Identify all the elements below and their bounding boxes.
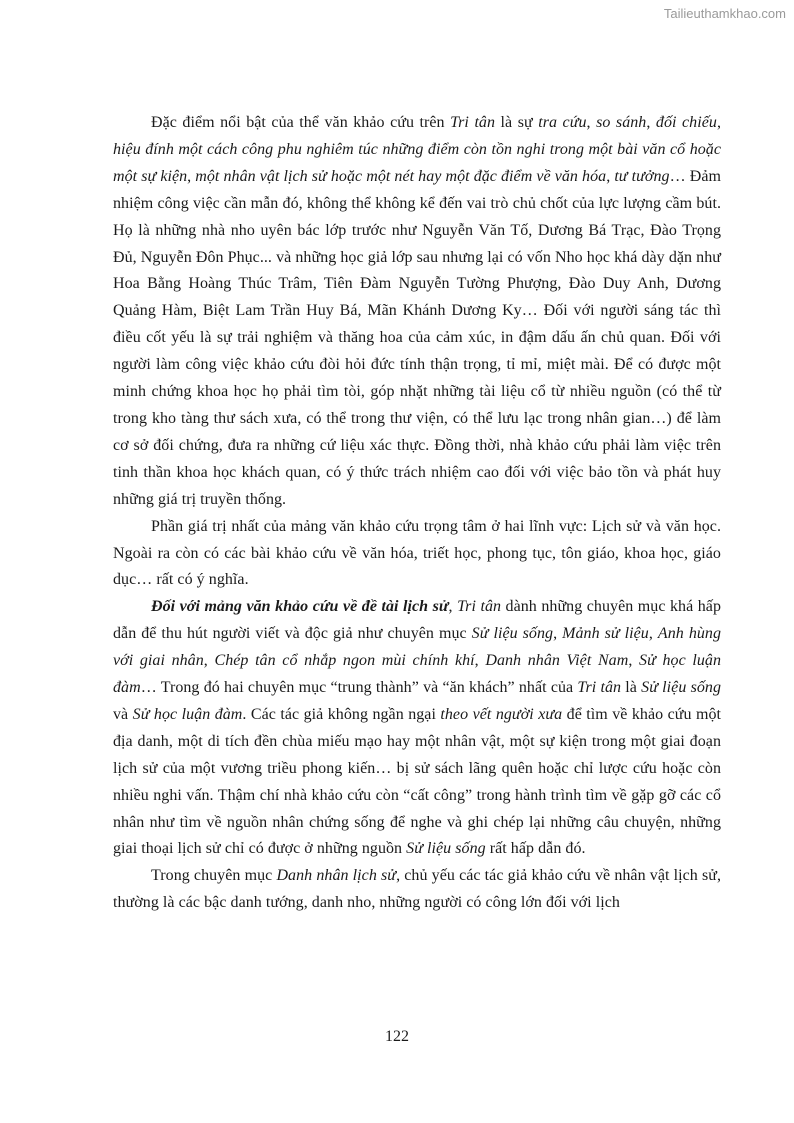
emphasis-text: Tri tân bbox=[450, 114, 496, 131]
text-run: và bbox=[113, 705, 133, 723]
text-run: … Đảm nhiệm công việc cần mẫn đó, không thể không kể đến vai trò chủ chốt của lực lượng cầm bút. Họ là những nhà nho uyên bác lớp trước như Nguyễn Văn Tố, Dương Bá Trạc, Đào Trọng Đủ, Nguyễn Đôn Phục... và những học giả lớp sau nhưng lại có vốn Nho học khá dày dặn như Hoa Bằng Hoàng Thúc Trâm, Tiên Đàm Nguyễn Tường Phượng, Đào Duy Anh, Dương Quảng Hàm, Biệt Lam Trần Huy Bá, Mãn Khánh Dương Ky… Đối với người sáng tác thì điều cốt yếu là sự trải nghiệm và thăng hoa của cảm xúc, in đậm dấu ấn chủ quan. Đối với người làm công việc khảo cứu đòi hỏi đức tính thận trọng, tỉ mỉ, miệt mài. Để có được một minh chứng khoa học họ phải tìm tòi, góp nhặt những tài liệu cổ từ nhiều nguồn (có thể từ trong kho tàng thư sách xưa, có thể trong thư viện, có thể lưu lạc trong nhân gian…) để làm cơ sở đối chứng, đưa ra những cứ liệu xác thực. Đồng thời, nhà khảo cứu phải làm việc trên tinh thần khoa học khách quan, có ý thức trách nhiệm cao đối với việc bảo tồn và phát huy những giá trị truyền thống. bbox=[113, 167, 721, 508]
page-number: 122 bbox=[385, 1028, 409, 1045]
text-run: rất hấp dẫn đó. bbox=[485, 840, 586, 858]
emphasis-text: hiệu đính một cách công phu nghiêm túc những điểm còn tồn nghi trong một bài văn cổ hoặc một sự kiện bbox=[113, 140, 721, 185]
text-run: để tìm về khảo cứu một địa danh, một di tích đền chùa miếu mạo hay một nhân vật, một sự kiện trong một giai đoạn lịch sử của một vương triều phong kiến… bị sử sách lãng quên hoặc chỉ lược cứu hoặc còn nhiều nghi vấn. Thậm chí nhà khảo cứu còn “cất công” trong hành trình tìm về gặp gỡ các cổ nhân như tìm về nguồn nhân chứng sống để nghe và ghi chép lại những câu chuyện, những giai thoại lịch sử chỉ có được ở những nguồn bbox=[113, 705, 722, 858]
emphasis-text: Sử học luận đàm bbox=[113, 652, 721, 697]
emphasis-text: Sử liệu sống bbox=[641, 679, 722, 697]
paragraph bbox=[113, 110, 721, 514]
text-run: , bbox=[628, 652, 640, 670]
emphasis-text: Chép tân cổ nhắp ngon mùi chính khí bbox=[214, 652, 475, 670]
emphasis-text: Sử liệu sống bbox=[471, 625, 554, 643]
text-run: , bbox=[606, 167, 615, 185]
emphasis-text: Tri tân bbox=[577, 679, 622, 697]
text-run: , bbox=[648, 625, 658, 643]
text-run: … Trong đó hai chuyên mục “trung thành” và “ăn khách” nhất của bbox=[140, 679, 578, 697]
text-run: là bbox=[621, 679, 642, 697]
emphasis-text: Mảnh sử liệu bbox=[562, 625, 649, 643]
text-run: , bbox=[474, 652, 486, 670]
paragraph bbox=[113, 514, 721, 595]
watermark: Tailieuthamkhao.com bbox=[663, 6, 786, 21]
text-run: , bbox=[448, 598, 458, 616]
text-run: , bbox=[716, 114, 721, 131]
emphasis-text: Danh nhân lịch sử bbox=[276, 867, 397, 885]
emphasis-text: Anh hùng với giai nhân bbox=[113, 625, 722, 670]
text-run: , bbox=[646, 114, 656, 131]
emphasis-text: Sử liệu sống bbox=[406, 840, 486, 858]
emphasis-text: Danh nhân Việt Nam bbox=[485, 652, 629, 670]
emphasis-text: so sánh bbox=[596, 114, 647, 131]
paragraph bbox=[113, 863, 721, 917]
text-run: Trong chuyên mục bbox=[151, 867, 277, 885]
text-run: , bbox=[586, 114, 597, 131]
document-body bbox=[113, 110, 721, 917]
text-run: Phần giá trị nhất của mảng văn khảo cứu trọng tâm ở hai lĩnh vực: Lịch sử và văn học. Ngoài ra còn có các bài khảo cứu về văn hóa, triết học, phong tục, tôn giáo, khoa học, giáo dục… rất có ý nghĩa. bbox=[113, 517, 721, 589]
emphasis-text: Sử học luận đàm bbox=[132, 705, 243, 723]
text-run: , bbox=[553, 625, 563, 643]
emphasis-text: tra cứu bbox=[538, 114, 587, 131]
text-run: . Các tác giả không ngần ngại bbox=[242, 705, 441, 723]
emphasis-text: đối chiếu bbox=[655, 114, 717, 131]
text-run: Đặc điểm nổi bật của thể văn khảo cứu trên bbox=[151, 114, 451, 131]
text-run: , bbox=[203, 652, 215, 670]
paragraph bbox=[113, 594, 721, 863]
emphasis-text: tư tưởng bbox=[614, 167, 670, 185]
text-run: , chủ yếu các tác giả khảo cứu về nhân vật lịch sử, thường là các bậc danh tướng, danh nho, những người có công lớn đối với lịch bbox=[113, 867, 721, 912]
emphasis-text: theo vết người xưa bbox=[440, 705, 563, 723]
text-run: dành những chuyên mục khá hấp dẫn để thu hút người viết và độc giả như chuyên mục bbox=[113, 598, 721, 643]
emphasis-text: Đối với mảng văn khảo cứu về đề tài lịch sử bbox=[151, 598, 449, 616]
emphasis-text: Tri tân bbox=[457, 598, 502, 616]
emphasis-text: một nhân vật lịch sử hoặc một nét hay một đặc điểm về văn hóa bbox=[195, 167, 607, 185]
text-run: là sự bbox=[495, 114, 539, 131]
text-run: , bbox=[187, 167, 196, 185]
